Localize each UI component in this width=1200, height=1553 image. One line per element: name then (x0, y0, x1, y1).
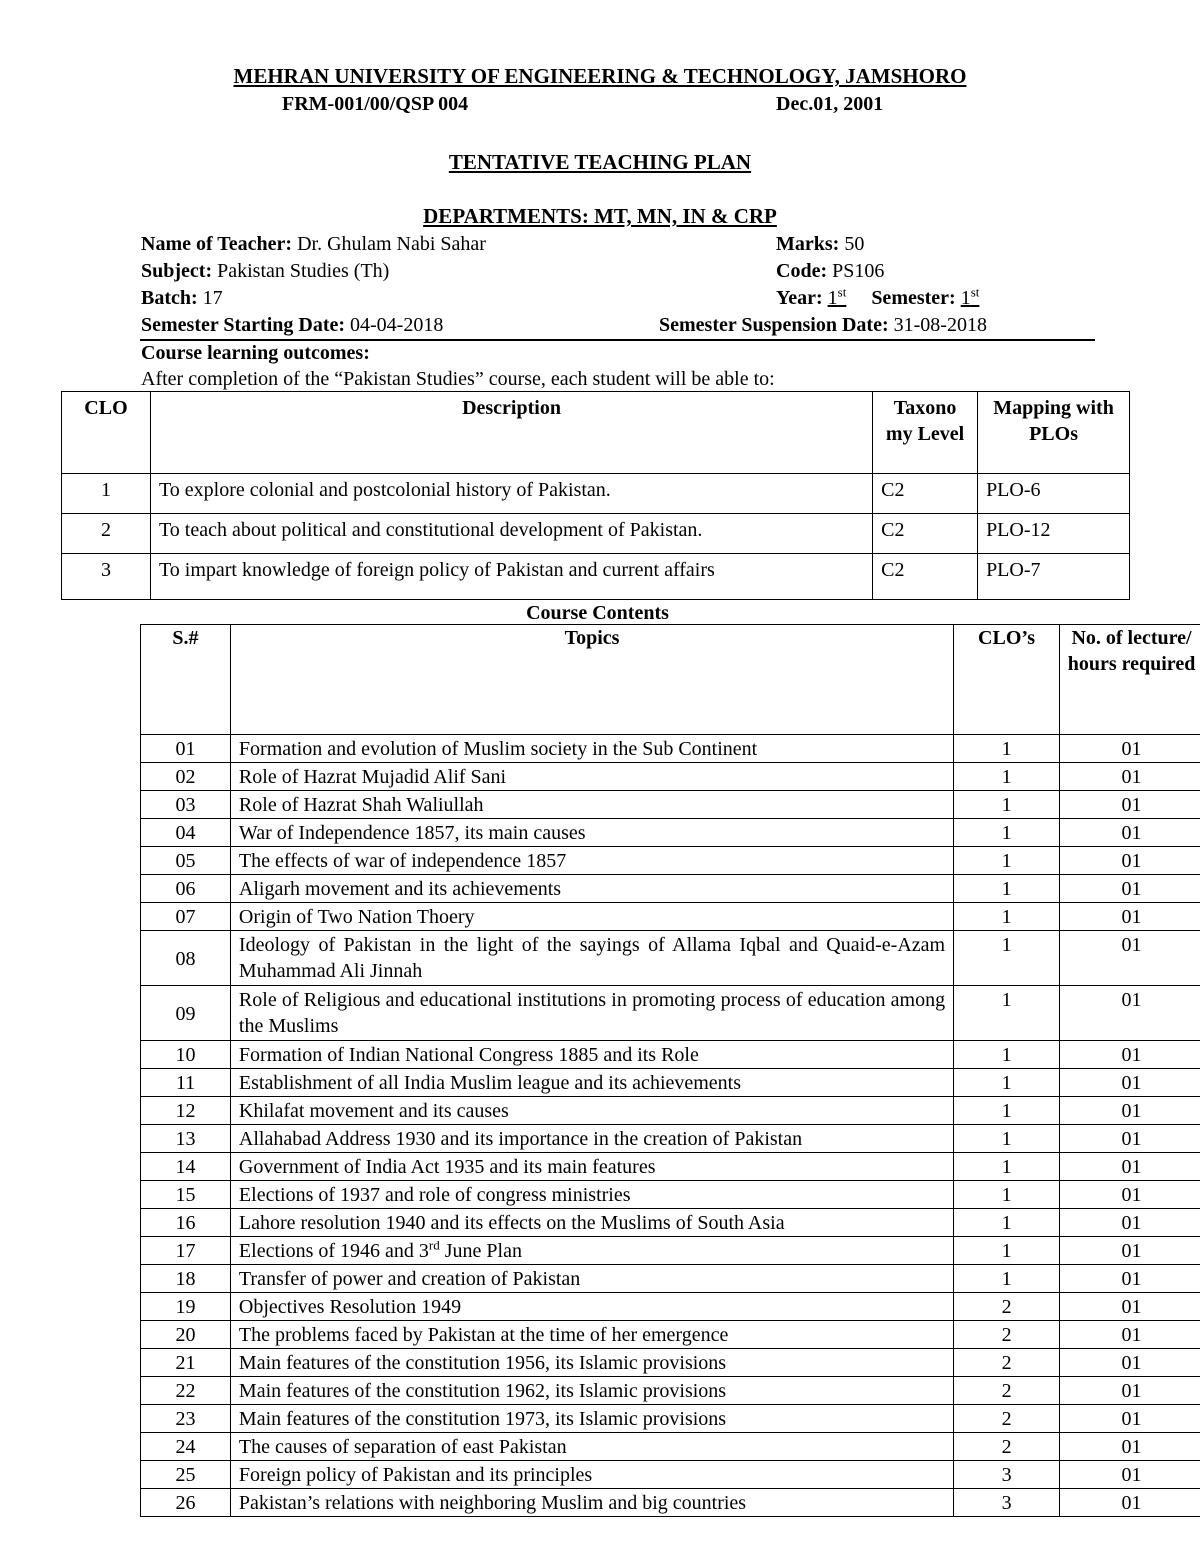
row-sno: 19 (141, 1293, 231, 1321)
clo-plo: PLO-6 (978, 474, 1130, 514)
row-hours: 01 (1060, 1489, 1200, 1517)
table-row (141, 1069, 1200, 1097)
row-topic: Allahabad Address 1930 and its importance in the creation of Pakistan (230, 1125, 953, 1153)
marks-label: Marks: (776, 233, 840, 255)
row-clo: 2 (954, 1349, 1060, 1377)
row-topic: Ideology of Pakistan in the light of the sayings of Allama Iqbal and Quaid-e-Azam Muhammad Ali Jinnah (230, 931, 953, 986)
clo-description: To teach about political and constitutional development of Pakistan. (150, 514, 872, 554)
row-clo: 1 (954, 1237, 1060, 1265)
row-sno: 17 (141, 1237, 231, 1265)
row-sno: 16 (141, 1209, 231, 1237)
row-sno: 26 (141, 1489, 231, 1517)
code-value: PS106 (832, 260, 885, 282)
clo-level: C2 (873, 514, 978, 554)
row-topic: Origin of Two Nation Thoery (230, 903, 953, 931)
row-sno: 02 (141, 763, 231, 791)
clos-col-header: CLO’s (954, 625, 1060, 735)
row-topic: Pakistan’s relations with neighboring Muslim and big countries (230, 1489, 953, 1517)
departments: DEPARTMENTS: MT, MN, IN & CRP (423, 204, 777, 228)
row-topic: Formation and evolution of Muslim society in the Sub Continent (230, 735, 953, 763)
table-row (141, 847, 1200, 875)
row-hours: 01 (1060, 1433, 1200, 1461)
semester-label: Semester: (871, 287, 956, 309)
hours-col-header: No. of lecture/ hours required (1060, 625, 1200, 735)
row-hours: 01 (1060, 931, 1200, 986)
subject-value: Pakistan Studies (Th) (217, 260, 390, 282)
row-hours: 01 (1060, 1265, 1200, 1293)
row-hours: 01 (1060, 986, 1200, 1041)
code-label: Code: (776, 260, 828, 282)
description-col-header: Description (150, 392, 872, 474)
outcomes-heading: Course learning outcomes: (141, 342, 370, 364)
clo-plo: PLO-7 (978, 554, 1130, 600)
table-row (141, 791, 1200, 819)
row-topic: Elections of 1937 and role of congress ministries (230, 1181, 953, 1209)
row-clo: 1 (954, 1181, 1060, 1209)
row-clo: 1 (954, 791, 1060, 819)
year-value: 1st (827, 284, 847, 309)
clo-number: 2 (62, 514, 151, 554)
row-clo: 2 (954, 1377, 1060, 1405)
suspension-date-label: Semester Suspension Date: (659, 314, 889, 336)
start-date-value: 04-04-2018 (350, 314, 444, 336)
row-topic: Foreign policy of Pakistan and its principles (230, 1461, 953, 1489)
table-row (141, 1181, 1200, 1209)
row-clo: 2 (954, 1405, 1060, 1433)
row-topic: The problems faced by Pakistan at the time of her emergence (230, 1321, 953, 1349)
row-sno: 06 (141, 875, 231, 903)
row-sno: 03 (141, 791, 231, 819)
row-clo: 1 (954, 931, 1060, 986)
row-clo: 1 (954, 1265, 1060, 1293)
suspension-date-line (659, 312, 987, 338)
row-sno: 22 (141, 1377, 231, 1405)
row-sno: 14 (141, 1153, 231, 1181)
subject-line (141, 258, 389, 284)
table-row (141, 1405, 1200, 1433)
contents-rows (141, 735, 1200, 1517)
clo-number: 1 (62, 474, 151, 514)
row-hours: 01 (1060, 1377, 1200, 1405)
row-hours: 01 (1060, 1237, 1200, 1265)
row-clo: 2 (954, 1321, 1060, 1349)
row-topic: Aligarh movement and its achievements (230, 875, 953, 903)
row-sno: 09 (141, 986, 231, 1041)
table-row (141, 1489, 1200, 1517)
row-topic: Lahore resolution 1940 and its effects on the Muslims of South Asia (230, 1209, 953, 1237)
row-sno: 11 (141, 1069, 231, 1097)
row-sno: 25 (141, 1461, 231, 1489)
table-row (141, 1433, 1200, 1461)
row-topic: Elections of 1946 and 3rd June Plan (230, 1237, 953, 1265)
row-hours: 01 (1060, 1405, 1200, 1433)
table-row (141, 735, 1200, 763)
table-row (141, 819, 1200, 847)
row-topic: Role of Religious and educational institutions in promoting process of education among the Muslims (230, 986, 953, 1041)
clo-row (62, 554, 1130, 600)
row-sno: 01 (141, 735, 231, 763)
clo-col-header: CLO (62, 392, 151, 474)
row-clo: 1 (954, 903, 1060, 931)
row-hours: 01 (1060, 903, 1200, 931)
row-clo: 1 (954, 847, 1060, 875)
table-row (141, 875, 1200, 903)
row-hours: 01 (1060, 1041, 1200, 1069)
row-clo: 1 (954, 1097, 1060, 1125)
clo-table (61, 391, 1130, 600)
row-hours: 01 (1060, 1461, 1200, 1489)
row-clo: 1 (954, 1209, 1060, 1237)
row-clo: 1 (954, 1069, 1060, 1097)
clo-header-row (62, 392, 1130, 474)
table-row (141, 1349, 1200, 1377)
contents-table (140, 624, 1200, 1517)
suspension-date-value: 31-08-2018 (893, 314, 987, 336)
marks-value: 50 (844, 233, 865, 255)
outcomes-intro: After completion of the “Pakistan Studies” course, each student will be able to: (141, 368, 775, 390)
row-hours: 01 (1060, 1321, 1200, 1349)
table-row (141, 763, 1200, 791)
row-clo: 1 (954, 735, 1060, 763)
batch-line (141, 285, 223, 311)
table-row (141, 1097, 1200, 1125)
row-topic: Main features of the constitution 1973, its Islamic provisions (230, 1405, 953, 1433)
row-hours: 01 (1060, 1069, 1200, 1097)
topics-col-header: Topics (230, 625, 953, 735)
row-sno: 07 (141, 903, 231, 931)
row-topic: Transfer of power and creation of Pakistan (230, 1265, 953, 1293)
clo-row (62, 474, 1130, 514)
row-clo: 1 (954, 986, 1060, 1041)
table-row (141, 1125, 1200, 1153)
start-date-label: Semester Starting Date: (141, 314, 346, 336)
university-title: MEHRAN UNIVERSITY OF ENGINEERING & TECHNOLOGY, JAMSHORO (233, 64, 967, 88)
row-topic: The causes of separation of east Pakistan (230, 1433, 953, 1461)
start-date-line (141, 312, 443, 338)
table-row (141, 1321, 1200, 1349)
row-hours: 01 (1060, 1181, 1200, 1209)
batch-value: 17 (202, 287, 223, 309)
table-row (141, 903, 1200, 931)
row-clo: 1 (954, 819, 1060, 847)
row-clo: 2 (954, 1293, 1060, 1321)
form-code: FRM-001/00/QSP 004 (282, 93, 469, 115)
row-topic: Establishment of all India Muslim league and its achievements (230, 1069, 953, 1097)
clo-row (62, 514, 1130, 554)
table-row (141, 1377, 1200, 1405)
row-hours: 01 (1060, 735, 1200, 763)
row-hours: 01 (1060, 1097, 1200, 1125)
row-sno: 18 (141, 1265, 231, 1293)
row-hours: 01 (1060, 1209, 1200, 1237)
row-hours: 01 (1060, 819, 1200, 847)
row-clo: 1 (954, 1125, 1060, 1153)
sno-col-header: S.# (141, 625, 231, 735)
row-topic: Formation of Indian National Congress 1885 and its Role (230, 1041, 953, 1069)
row-topic: The effects of war of independence 1857 (230, 847, 953, 875)
row-sno: 05 (141, 847, 231, 875)
row-clo: 1 (954, 875, 1060, 903)
row-hours: 01 (1060, 1293, 1200, 1321)
row-clo: 3 (954, 1489, 1060, 1517)
row-topic: War of Independence 1857, its main causes (230, 819, 953, 847)
row-clo: 1 (954, 1153, 1060, 1181)
row-sno: 20 (141, 1321, 231, 1349)
row-sno: 04 (141, 819, 231, 847)
table-row (141, 931, 1200, 986)
table-row (141, 986, 1200, 1041)
semester-value: 1st (960, 284, 980, 309)
teacher-label: Name of Teacher: (141, 233, 293, 255)
row-topic: Role of Hazrat Shah Waliullah (230, 791, 953, 819)
table-row (141, 1209, 1200, 1237)
table-row (141, 1041, 1200, 1069)
table-row (141, 1153, 1200, 1181)
row-topic: Khilafat movement and its causes (230, 1097, 953, 1125)
row-hours: 01 (1060, 763, 1200, 791)
table-row (141, 1237, 1200, 1265)
row-hours: 01 (1060, 1153, 1200, 1181)
row-sno: 10 (141, 1041, 231, 1069)
row-hours: 01 (1060, 847, 1200, 875)
plan-title: TENTATIVE TEACHING PLAN (448, 150, 752, 174)
teacher-line (141, 231, 486, 257)
marks-line (776, 231, 864, 257)
clo-number: 3 (62, 554, 151, 600)
row-hours: 01 (1060, 791, 1200, 819)
contents-heading: Course Contents (526, 602, 669, 624)
form-date: Dec.01, 2001 (776, 93, 884, 115)
row-topic: Objectives Resolution 1949 (230, 1293, 953, 1321)
row-topic: Government of India Act 1935 and its main features (230, 1153, 953, 1181)
mapping-col-header: Mapping with PLOs (978, 392, 1130, 474)
clo-plo: PLO-12 (978, 514, 1130, 554)
clo-description: To explore colonial and postcolonial history of Pakistan. (150, 474, 872, 514)
row-clo: 2 (954, 1433, 1060, 1461)
year-semester-line (776, 285, 979, 311)
row-clo: 1 (954, 1041, 1060, 1069)
batch-label: Batch: (141, 287, 198, 309)
row-topic: Role of Hazrat Mujadid Alif Sani (230, 763, 953, 791)
row-sno: 23 (141, 1405, 231, 1433)
row-sno: 08 (141, 931, 231, 986)
code-line (776, 258, 884, 284)
year-label: Year: (776, 287, 823, 309)
row-sno: 15 (141, 1181, 231, 1209)
contents-header-row (141, 625, 1200, 735)
table-row (141, 1461, 1200, 1489)
table-row (141, 1293, 1200, 1321)
subject-label: Subject: (141, 260, 213, 282)
row-hours: 01 (1060, 1349, 1200, 1377)
row-clo: 3 (954, 1461, 1060, 1489)
row-hours: 01 (1060, 1125, 1200, 1153)
row-sno: 13 (141, 1125, 231, 1153)
clo-description: To impart knowledge of foreign policy of Pakistan and current affairs (150, 554, 872, 600)
clo-level: C2 (873, 474, 978, 514)
row-sno: 21 (141, 1349, 231, 1377)
row-hours: 01 (1060, 875, 1200, 903)
table-row (141, 1265, 1200, 1293)
row-sno: 12 (141, 1097, 231, 1125)
row-sno: 24 (141, 1433, 231, 1461)
taxonomy-col-header: Taxono my Level (873, 392, 978, 474)
row-topic: Main features of the constitution 1962, its Islamic provisions (230, 1377, 953, 1405)
row-clo: 1 (954, 763, 1060, 791)
row-topic: Main features of the constitution 1956, its Islamic provisions (230, 1349, 953, 1377)
teacher-value: Dr. Ghulam Nabi Sahar (297, 233, 486, 255)
clo-level: C2 (873, 554, 978, 600)
